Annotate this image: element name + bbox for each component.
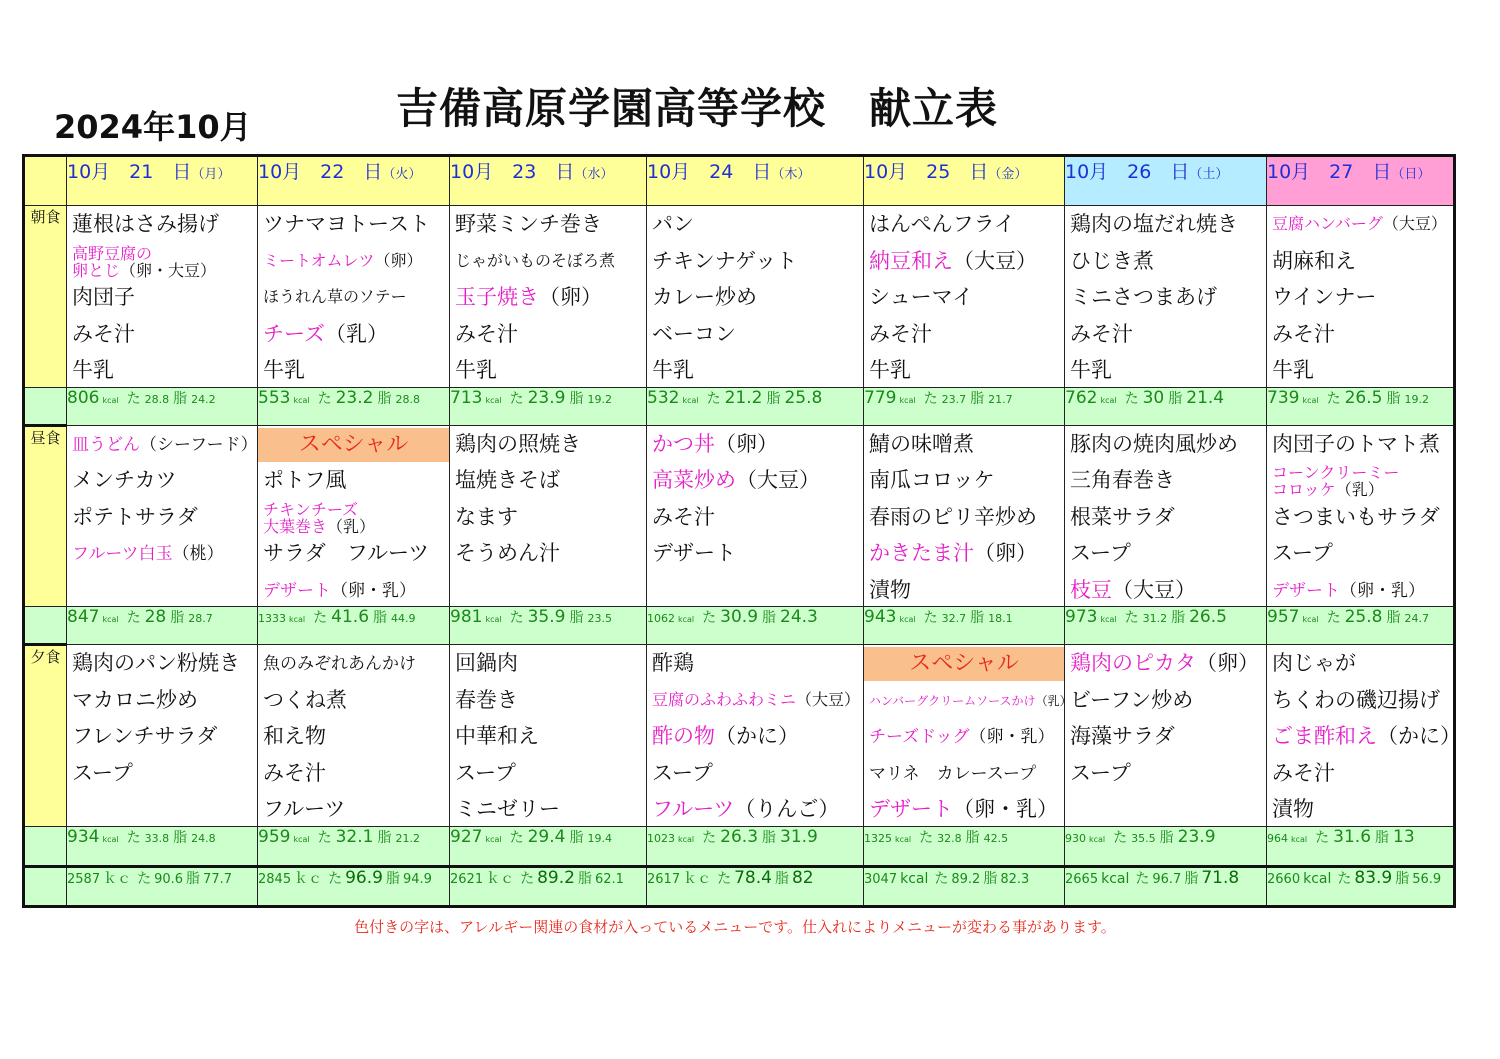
menu-item: 酢の物（かに）	[652, 725, 799, 749]
menu-item: ひじき煮	[1070, 249, 1154, 273]
nutrition-cell: 943 kcal た 32.7 脂 18.1	[864, 607, 1065, 645]
menu-item: 高野豆腐の 卵とじ（卵・大豆）	[72, 245, 217, 280]
daily-total-cell: 3047 kcal た 89.2 脂 82.3	[864, 867, 1065, 907]
menu-item	[263, 428, 449, 465]
menu-item: フルーツ白玉（桃）	[72, 544, 224, 564]
menu-item: 鶏肉のピカタ（卵）	[1070, 652, 1259, 676]
menu-item: 牛乳	[263, 359, 305, 382]
menu-item: 南瓜コロッケ	[869, 469, 995, 493]
menu-item: 牛乳	[1070, 359, 1112, 382]
menu-item: チーズドッグ（卵・乳）	[869, 727, 1055, 747]
menu-item: 魚のみぞれあんかけ	[263, 654, 416, 674]
menu-item: ポトフ風	[263, 469, 347, 493]
nutrition-cell: 981 kcal た 35.9 脂 23.5	[450, 607, 647, 645]
nutrition-cell: 847 kcal た 28 脂 28.7	[67, 607, 258, 645]
menu-item: 牛乳	[72, 359, 114, 382]
lunch-cell	[450, 425, 647, 607]
menu-item: スープ	[652, 761, 713, 785]
menu-item: チーズ（乳）	[263, 322, 388, 346]
page-title: 吉備高原学園高等学校 献立表	[396, 84, 999, 133]
menu-item: パン	[652, 213, 694, 236]
special-badge: スペシャル	[864, 647, 1064, 681]
nutrition-cell: 713 kcal た 23.9 脂 19.2	[450, 387, 647, 425]
menu-item: 納豆和え（大豆）	[869, 249, 1037, 273]
menu-item: 塩焼きそば	[455, 469, 560, 493]
menu-item: ほうれん草のソテー	[263, 289, 407, 306]
menu-item: みそ汁	[455, 322, 518, 346]
menu-item: スープ	[1070, 542, 1131, 566]
nutrition-cell: 973 kcal た 31.2 脂 26.5	[1065, 607, 1267, 645]
dinner-cell	[1267, 645, 1461, 827]
menu-item: みそ汁	[1272, 761, 1335, 785]
nutrition-label	[24, 607, 67, 645]
lunch-cell	[67, 425, 258, 607]
breakfast-cell	[647, 206, 864, 388]
menu-item: 豚肉の焼肉風炒め	[1070, 432, 1238, 456]
menu-item: スープ	[1272, 542, 1333, 566]
breakfast-label: 朝食	[24, 206, 67, 388]
day-header-22: 10月 22 日（火）	[258, 156, 450, 206]
menu-item: 枝豆（大豆）	[1070, 578, 1196, 602]
menu-item: ミートオムレツ（卵）	[263, 252, 423, 270]
menu-item: 春雨のピリ辛炒め	[869, 505, 1037, 529]
menu-item: デザート（卵・乳）	[869, 798, 1058, 822]
menu-item: じゃがいものそぼろ煮	[455, 252, 616, 270]
dinner-cell	[67, 645, 258, 827]
menu-item: ベーコン	[652, 322, 736, 346]
menu-item: みそ汁	[72, 322, 135, 346]
menu-item: 蓮根はさみ揚げ	[72, 213, 219, 236]
menu-item: はんぺんフライ	[869, 213, 1015, 236]
menu-item: フレンチサラダ	[72, 725, 218, 749]
menu-item: 豆腐ハンバーグ（大豆）	[1272, 216, 1447, 233]
menu-item: 漬物	[1272, 798, 1314, 822]
menu-item: 皿うどん（シーフード）	[72, 434, 258, 454]
menu-item: 和え物	[263, 725, 326, 749]
day-header-25: 10月 25 日（金）	[864, 156, 1065, 206]
breakfast-cell	[450, 206, 647, 388]
menu-item: 牛乳	[652, 359, 694, 382]
menu-item: 肉団子のトマト煮	[1272, 432, 1440, 456]
menu-item: 野菜ミンチ巻き	[455, 213, 602, 236]
menu-item: 玉子焼き（卵）	[455, 286, 602, 309]
menu-item: マカロニ炒め	[72, 688, 198, 712]
menu-item: 高菜炒め（大豆）	[652, 469, 820, 493]
dinner-label: 夕食	[24, 645, 67, 827]
menu-item	[869, 647, 1064, 684]
menu-table	[22, 154, 1461, 908]
menu-item: 三角春巻き	[1070, 469, 1175, 493]
menu-item: つくね煮	[263, 688, 347, 712]
daily-total-cell: 2617 ｋｃ た 78.4 脂 82	[647, 867, 864, 907]
nutrition-cell: 553 kcal た 23.2 脂 28.8	[258, 387, 450, 425]
header-corner	[24, 156, 67, 206]
menu-item: サラダ フルーツ	[263, 542, 430, 566]
dinner-cell	[1065, 645, 1267, 827]
allergy-note: 色付きの字は、アレルギー関連の食材が入っているメニューです。仕入れによりメニューが変わる事があります。	[354, 918, 1116, 936]
nutrition-cell: 934 kcal た 33.8 脂 24.8	[67, 827, 258, 867]
nutrition-cell: 957 kcal た 25.8 脂 24.7	[1267, 607, 1455, 645]
menu-item: かつ丼（卵）	[652, 432, 778, 456]
menu-item: 鶏肉の照焼き	[455, 432, 581, 456]
menu-item: コーンクリーミー コロッケ（乳）	[1272, 465, 1400, 500]
day-header-27: 10月 27 日（日）	[1267, 156, 1455, 206]
menu-item: マリネ カレースープ	[869, 763, 1037, 783]
menu-item: 海藻サラダ	[1070, 725, 1175, 749]
menu-item: フルーツ（りんご）	[652, 798, 840, 822]
menu-item: みそ汁	[263, 761, 326, 785]
menu-item: みそ汁	[1272, 322, 1335, 346]
menu-item: 牛乳	[869, 359, 911, 382]
nutrition-cell: 1325 kcal た 32.8 脂 42.5	[864, 827, 1065, 867]
lunch-cell	[647, 425, 864, 607]
menu-item: 豆腐のふわふわミニ（大豆）	[652, 691, 861, 709]
nutrition-cell: 1023 kcal た 26.3 脂 31.9	[647, 827, 864, 867]
menu-item: 回鍋肉	[455, 652, 518, 676]
dinner-cell	[258, 645, 450, 827]
menu-item: 鶏肉のパン粉焼き	[72, 652, 240, 676]
nutrition-label	[24, 827, 67, 867]
menu-item: ミニさつまあげ	[1070, 286, 1217, 309]
menu-item: スープ	[1070, 761, 1131, 785]
lunch-label: 昼食	[24, 425, 67, 607]
dinner-cell	[864, 645, 1072, 827]
day-header-21: 10月 21 日（月）	[67, 156, 258, 206]
nutrition-cell: 1062 kcal た 30.9 脂 24.3	[647, 607, 864, 645]
nutrition-cell: 964 kcal た 31.6 脂 13	[1267, 827, 1455, 867]
menu-item: スープ	[72, 761, 133, 785]
menu-item: かきたま汁（卵）	[869, 542, 1037, 566]
menu-item: メンチカツ	[72, 469, 177, 493]
menu-item: なます	[455, 505, 518, 529]
menu-item: ツナマヨトースト	[263, 213, 430, 236]
menu-item: ミニゼリー	[455, 798, 560, 822]
menu-item: ポテトサラダ	[72, 505, 198, 529]
menu-item: 漬物	[869, 578, 911, 602]
day-header-23: 10月 23 日（水）	[450, 156, 647, 206]
menu-item: 鯖の味噌煮	[869, 432, 974, 456]
menu-item: シューマイ	[869, 286, 974, 309]
menu-item: 胡麻和え	[1272, 249, 1356, 273]
menu-item: 鶏肉の塩だれ焼き	[1070, 213, 1238, 236]
lunch-cell	[864, 425, 1065, 607]
lunch-cell	[1065, 425, 1267, 607]
dinner-cell	[450, 645, 647, 827]
nutrition-label	[24, 387, 67, 425]
daily-total-cell: 2621 ｋｃ た 89.2 脂 62.1	[450, 867, 647, 907]
menu-item: みそ汁	[1070, 322, 1133, 346]
daily-total-cell: 2587 ｋｃ た 90.6 脂 77.7	[67, 867, 258, 907]
menu-item: チキンチーズ 大葉巻き（乳）	[263, 501, 376, 536]
menu-item: ちくわの磯辺揚げ	[1272, 688, 1440, 712]
menu-item: 牛乳	[1272, 359, 1314, 382]
breakfast-cell	[258, 206, 450, 388]
menu-item: 牛乳	[455, 359, 497, 382]
menu-item: デザート（卵・乳）	[263, 580, 416, 600]
lunch-cell	[258, 425, 450, 607]
menu-item: みそ汁	[652, 505, 715, 529]
menu-item: みそ汁	[869, 322, 932, 346]
menu-item: 肉じゃが	[1272, 652, 1356, 676]
menu-item: チキンナゲット	[652, 249, 798, 273]
nutrition-cell: 959 kcal た 32.1 脂 21.2	[258, 827, 450, 867]
daily-total-cell: 2665 kcal た 96.7 脂 71.8	[1065, 867, 1267, 907]
menu-item: ハンバーグクリームソースかけ（乳）	[869, 693, 1072, 708]
menu-item: 肉団子	[72, 286, 135, 309]
nutrition-cell: 762 kcal た 30 脂 21.4	[1065, 387, 1267, 425]
menu-item: カレー炒め	[652, 286, 757, 309]
day-header-24: 10月 24 日（木）	[647, 156, 864, 206]
nutrition-cell: 779 kcal た 23.7 脂 21.7	[864, 387, 1065, 425]
menu-item: ウインナー	[1272, 286, 1377, 309]
breakfast-cell	[864, 206, 1065, 388]
daily-total-cell: 2845 ｋｃ た 96.9 脂 94.9	[258, 867, 450, 907]
menu-item: 春巻き	[455, 688, 518, 712]
nutrition-cell: 930 kcal た 35.5 脂 23.9	[1065, 827, 1267, 867]
nutrition-cell: 927 kcal た 29.4 脂 19.4	[450, 827, 647, 867]
nutrition-cell: 532 kcal た 21.2 脂 25.8	[647, 387, 864, 425]
nutrition-cell: 806 kcal た 28.8 脂 24.2	[67, 387, 258, 425]
menu-item: ビーフン炒め	[1070, 688, 1194, 712]
breakfast-cell	[1267, 206, 1455, 388]
menu-item: 酢鶏	[652, 652, 694, 676]
total-label	[24, 867, 67, 907]
lunch-cell	[1267, 425, 1455, 607]
dinner-cell	[647, 645, 864, 827]
menu-item: スープ	[455, 761, 516, 785]
menu-item: 中華和え	[455, 725, 539, 749]
menu-item: そうめん汁	[455, 542, 560, 566]
breakfast-cell	[1065, 206, 1267, 388]
nutrition-cell: 1333 kcal た 41.6 脂 44.9	[258, 607, 450, 645]
menu-item: ごま酢和え（かに）	[1272, 725, 1461, 749]
menu-item: 根菜サラダ	[1070, 505, 1175, 529]
menu-month: 2024年10月	[54, 108, 252, 146]
breakfast-cell	[67, 206, 258, 388]
daily-total-cell: 2660 kcal た 83.9 脂 56.9	[1267, 867, 1455, 907]
menu-item: さつまいもサラダ	[1272, 505, 1440, 529]
menu-item: フルーツ	[263, 798, 346, 822]
menu-item: デザート	[652, 542, 736, 566]
menu-item: デザート（卵・乳）	[1272, 580, 1425, 600]
nutrition-cell: 739 kcal た 26.5 脂 19.2	[1267, 387, 1455, 425]
special-badge: スペシャル	[258, 428, 449, 462]
day-header-26: 10月 26 日（土）	[1065, 156, 1267, 206]
